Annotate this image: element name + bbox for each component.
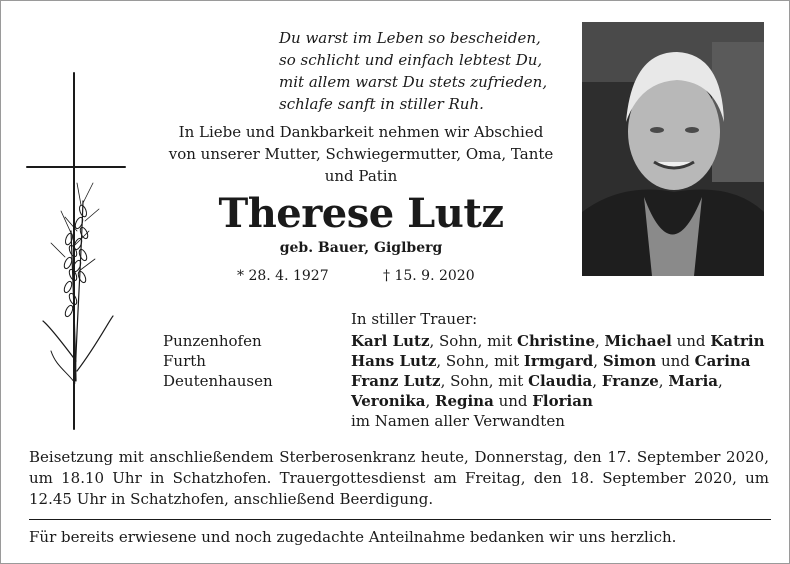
mourner-text: und [671, 332, 711, 350]
divider [29, 519, 771, 520]
mourner-name: Claudia [528, 372, 593, 390]
thanks-note: Für bereits erwiesene und noch zugedachte Anteilnahme bedanken wir uns herzlich. [29, 528, 677, 546]
mourner-name: Veronika [351, 392, 426, 410]
poem [279, 27, 579, 115]
birth-name: geb. Bauer, Giglberg [279, 240, 443, 256]
mourners-list [351, 331, 771, 431]
mourner-text: , Sohn, mit [440, 372, 529, 390]
mourner-name: Regina [434, 392, 494, 410]
mourner-text: , [658, 372, 669, 390]
poem-line: Du warst im Leben so bescheiden, [279, 29, 541, 47]
place: Punzenhofen [163, 332, 262, 350]
mourner-line [351, 331, 771, 351]
mourning-title: In stiller Trauer: [351, 310, 478, 328]
place: Furth [163, 352, 206, 370]
mourner-text: , [592, 372, 602, 390]
poem-line: so schlicht und einfach lebtest Du, [279, 51, 543, 69]
portrait-photo [582, 22, 764, 276]
mourner-text: , Sohn, mit [436, 352, 524, 370]
place: Deutenhausen [163, 372, 273, 390]
poem-line: mit allem warst Du stets zufrieden, [279, 73, 548, 91]
mourner-name: Maria [668, 372, 718, 390]
mourner-text: , [425, 392, 435, 410]
mourner-name: Irmgard [523, 352, 594, 370]
birth-date: * 28. 4. 1927 [237, 268, 329, 284]
mourner-text: und [656, 352, 695, 370]
mourner-name: Carina [694, 352, 751, 370]
mourner-line [351, 411, 771, 431]
mourner-name: Christine [517, 332, 595, 350]
mourner-text: , [594, 332, 605, 350]
intro-line: In Liebe und Dankbarkeit nehmen wir Abschied [178, 123, 544, 141]
mourner-text: im Namen aller Verwandten [351, 412, 565, 430]
mourner-text: , [593, 352, 603, 370]
mourner-text: und [493, 392, 533, 410]
deceased-name: Therese Lutz [218, 190, 504, 237]
death-date: † 15. 9. 2020 [383, 268, 475, 284]
funeral-details: Beisetzung mit anschließendem Sterberosenkranz heute, Donnerstag, den 17. September 2020, um 18.10 Uhr in Schatzhofen. Trauergottesdienst am Freitag, den 18. September 2020, um 12.45 Uhr in Schatzhofen, anschließend Beerdigung. [29, 448, 769, 508]
mourner-line [351, 371, 771, 391]
cross-with-wheat-icon [21, 71, 141, 431]
mourner-name: Franze [601, 372, 659, 390]
poem-line: schlafe sanft in stiller Ruh. [279, 95, 484, 113]
mourner-name: Hans Lutz [351, 352, 437, 370]
intro-line: und Patin [324, 167, 398, 185]
mourner-line [351, 351, 771, 371]
mourner-text: , [718, 372, 723, 390]
mourner-name: Simon [602, 352, 657, 370]
mourner-line [351, 391, 771, 411]
mourner-name: Florian [532, 392, 593, 410]
mourner-name: Katrin [710, 332, 765, 350]
mourner-text: , Sohn, mit [429, 332, 518, 350]
mourner-name: Karl Lutz [351, 332, 430, 350]
intro-text [151, 121, 571, 187]
intro-line: von unserer Mutter, Schwiegermutter, Oma, Tante [168, 145, 554, 163]
mourner-name: Franz Lutz [351, 372, 441, 390]
mourner-name: Michael [604, 332, 672, 350]
places-list [163, 331, 273, 391]
